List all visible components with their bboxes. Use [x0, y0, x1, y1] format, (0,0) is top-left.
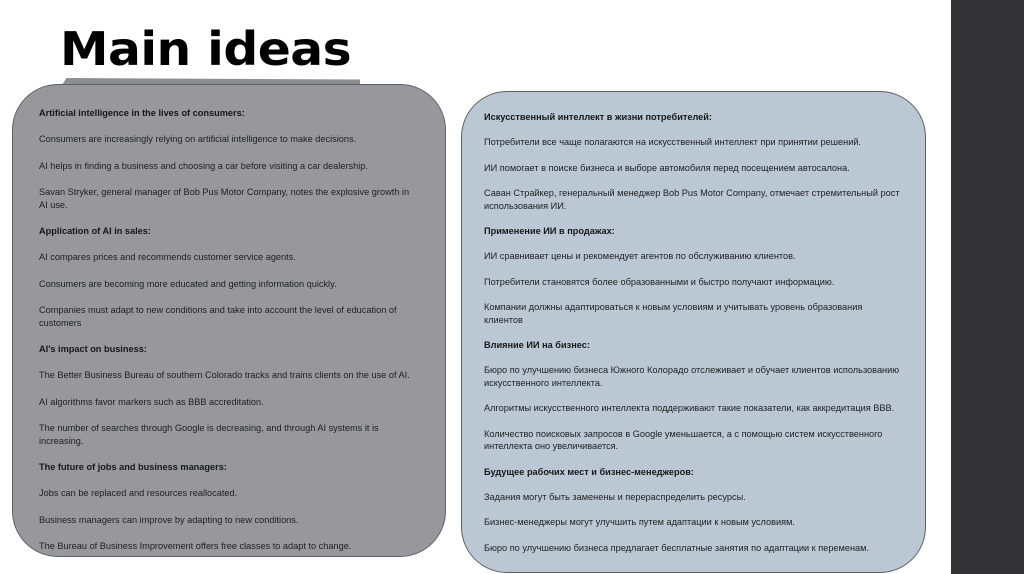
section-paragraph: Задания могут быть заменены и перераспределить ресурсы. — [484, 491, 746, 502]
section-heading: Application of AI in sales: — [39, 226, 151, 236]
section-ai-in-lives-of-consumers-ru — [484, 111, 901, 212]
section-paragraph: Потребители все чаще полагаются на искусственный интеллект при принятии решений. — [484, 137, 862, 147]
section-heading: Artificial intelligence in the lives of consumers: — [39, 108, 245, 118]
section-ai-in-lives-of-consumers — [39, 107, 419, 211]
section-paragraph: The Better Business Bureau of southern Colorado tracks and trains clients on the use of AI. — [39, 370, 410, 380]
section-paragraph: Бизнес-менеджеры могут улучшить путем адаптации к новым условиям. — [484, 517, 795, 527]
section-paragraph: AI compares prices and recommends customer service agents. — [39, 252, 296, 262]
section-heading: The future of jobs and business managers: — [39, 462, 227, 472]
section-paragraph: AI helps in finding a business and choosing a car before visiting a car dealership. — [39, 160, 368, 171]
section-paragraph: Jobs can be replaced and resources reallocated. — [39, 488, 238, 498]
section-heading: Искусственный интеллект в жизни потребителей: — [484, 112, 712, 122]
english-content-panel — [12, 84, 446, 557]
section-paragraph: Savan Stryker, general manager of Bob Pus Motor Company, notes the explosive growth in AI use. — [39, 187, 410, 210]
section-ai-impact-on-business — [39, 343, 419, 447]
section-paragraph: Саван Страйкер, генеральный менеджер Bob Pus Motor Company, отмечает стремительный рост использования ИИ. — [484, 188, 900, 211]
section-future-of-jobs-ru — [484, 466, 901, 555]
section-paragraph: Потребители становятся более образованными и быстро получают информацию. — [484, 276, 835, 287]
section-heading: Будущее рабочих мест и бизнес-менеджеров: — [484, 466, 694, 477]
section-paragraph: Consumers are becoming more educated and getting information quickly. — [39, 278, 337, 289]
section-future-of-jobs — [39, 461, 419, 553]
section-paragraph: Companies must adapt to new conditions and take into account the level of education of customers — [39, 305, 397, 328]
section-application-of-ai-in-sales — [39, 225, 419, 329]
section-paragraph: Количество поисковых запросов в Google уменьшается, а с помощью систем искусственного интеллекта оно увеличивается. — [484, 428, 883, 451]
section-paragraph: ИИ помогает в поиске бизнеса и выборе автомобиля перед посещением автосалона. — [484, 162, 850, 173]
section-paragraph: The Bureau of Business Improvement offers free classes to adapt to change. — [39, 541, 352, 551]
section-paragraph: Алгоритмы искусственного интеллекта поддерживают такие показатели, как аккредитация BBB. — [484, 403, 895, 413]
section-heading: Влияние ИИ на бизнес: — [484, 340, 590, 350]
section-paragraph: Компании должны адаптироваться к новым условиям и учитывать уровень образования клиентов — [484, 302, 863, 325]
section-paragraph: The number of searches through Google is decreasing, and through AI systems it is increasing. — [39, 423, 379, 446]
section-paragraph: ИИ сравнивает цены и рекомендует агентов по обслуживанию клиентов. — [484, 251, 796, 261]
section-heading: AI's impact on business: — [39, 344, 147, 354]
page-title: Main ideas — [60, 22, 352, 76]
title-area — [60, 22, 580, 84]
russian-content-panel — [461, 91, 926, 573]
section-paragraph: Бюро по улучшению бизнеса предлагает бесплатные занятия по адаптации к переменам. — [484, 542, 870, 553]
section-paragraph: Consumers are increasingly relying on artificial intelligence to make decisions. — [39, 134, 357, 144]
section-heading: Применение ИИ в продажах: — [484, 226, 615, 236]
section-ai-impact-on-business-ru — [484, 339, 901, 453]
section-paragraph: Бюро по улучшению бизнеса Южного Колорадо отслеживает и обучает клиентов использованию искусственного интеллекта. — [484, 365, 900, 388]
right-edge-bar — [951, 0, 1024, 574]
section-paragraph: Business managers can improve by adapting to new conditions. — [39, 514, 299, 525]
section-application-of-ai-in-sales-ru — [484, 225, 901, 326]
section-paragraph: AI algorithms favor markers such as BBB accreditation. — [39, 396, 264, 407]
